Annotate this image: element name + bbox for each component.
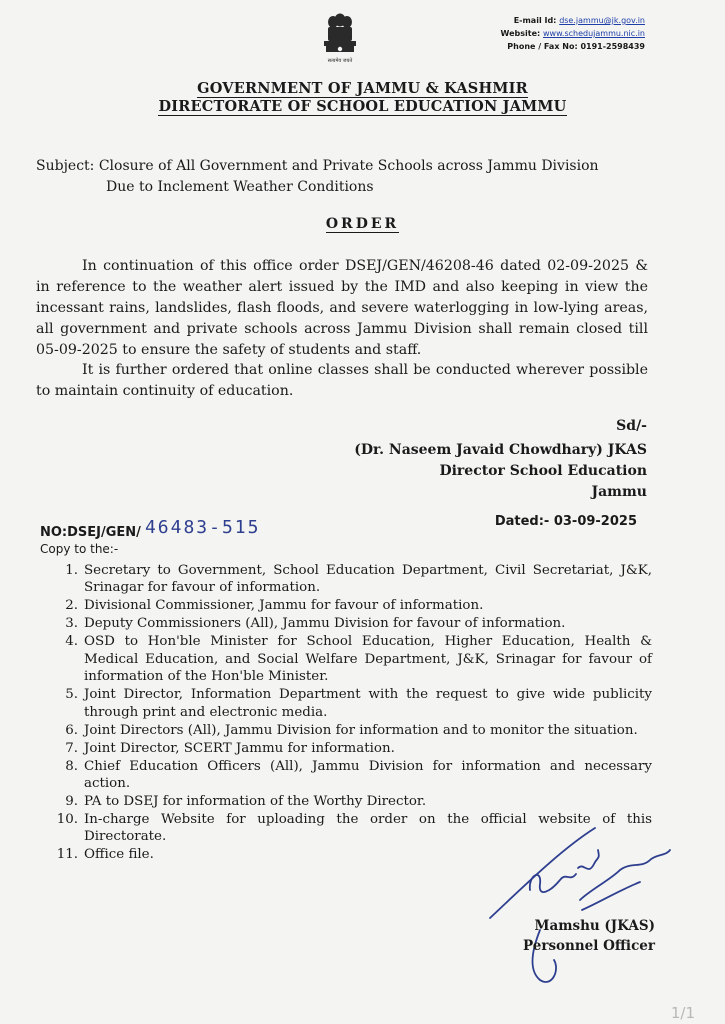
director-place: Jammu <box>591 484 647 500</box>
subject-line <box>36 156 656 198</box>
copy-list-text: Joint Director, Information Department with the request to give wide publicity through print and electronic media. <box>84 687 652 720</box>
handwritten-signature <box>470 820 700 990</box>
copy-list-item <box>48 597 652 614</box>
copy-list-text: In-charge Website for uploading the order on the official website of this Directorate. <box>84 812 652 845</box>
director-signature-block <box>354 440 647 503</box>
order-number: NO:DSEJ/GEN/ 46483-515 <box>40 517 261 540</box>
copy-list-item <box>48 793 652 810</box>
copy-list-number: 11. <box>56 847 78 863</box>
sd-mark: Sd/- <box>616 418 647 434</box>
copy-list-item <box>48 633 652 685</box>
national-emblem-icon <box>318 12 362 64</box>
copy-list-number: 10. <box>56 812 78 828</box>
copy-list-number: 8. <box>65 758 78 774</box>
copy-to-label: Copy to the:- <box>40 542 119 556</box>
directorate-heading: DIRECTORATE OF SCHOOL EDUCATION JAMMU <box>158 98 567 115</box>
director-name: (Dr. Naseem Javaid Chowdhary) JKAS <box>354 442 647 458</box>
copy-list-item <box>48 615 652 632</box>
copy-list-number: 3. <box>65 616 78 632</box>
email-link[interactable]: dse.jammu@jk.gov.in <box>559 16 645 25</box>
copy-list-item <box>48 758 652 793</box>
contact-info <box>501 14 645 53</box>
copy-list-number: 1. <box>65 563 78 578</box>
copy-list-text: Deputy Commissioners (All), Jammu Division for favour of information. <box>84 616 566 632</box>
order-paragraph-1: In continuation of this office order DSEJ/GEN/46208-46 dated 02-09-2025 & in reference to the weather alert issued by the IMD and also keeping in view the incessant rains, landslides, flash floods, and severe waterlogging in low-lying areas, all government and private schools across Jammu Division shall remain closed till 05-09-2025 to ensure the safety of students and staff. <box>36 258 648 358</box>
copy-list-number: 6. <box>65 722 78 738</box>
copy-list-item <box>48 722 652 739</box>
officer-designation: Personnel Officer <box>522 938 655 954</box>
copy-list-text: Chief Education Officers (All), Jammu Division for information and necessary action. <box>84 758 652 792</box>
handwritten-number: 46483-515 <box>144 517 261 538</box>
copy-list-text: Divisional Commissioner, Jammu for favour of information. <box>84 598 484 614</box>
copy-list-number: 4. <box>65 634 78 650</box>
website-link[interactable]: www.schedujammu.nic.in <box>543 29 645 38</box>
copy-list-text: OSD to Hon'ble Minister for School Education, Higher Education, Health & Medical Education, and Social Welfare Department, J&K, Srinagar for favour of information of the Hon'ble Minister. <box>84 634 652 685</box>
email-line: E-mail Id: dse.jammu@jk.gov.in <box>513 16 645 25</box>
copy-list-item <box>48 562 652 597</box>
copy-list-text: Joint Directors (All), Jammu Division for information and to monitor the situation. <box>84 722 638 738</box>
copy-list-text: PA to DSEJ for information of the Worthy Director. <box>84 794 427 810</box>
copy-list-number: 5. <box>65 687 78 703</box>
copy-list-text: Joint Director, SCERT Jammu for information. <box>84 740 395 756</box>
officer-signature-block <box>523 916 655 956</box>
copy-list-number: 2. <box>65 598 78 614</box>
government-heading: GOVERNMENT OF JAMMU & KASHMIR <box>197 80 528 97</box>
copy-list-number: 9. <box>65 794 78 810</box>
copy-list-text: Office file. <box>84 847 154 863</box>
page-indicator: 1/1 <box>670 1004 695 1022</box>
website-line: Website: www.schedujammu.nic.in <box>500 29 645 38</box>
order-date: Dated:- 03-09-2025 <box>494 514 637 529</box>
phone-line: Phone / Fax No: 0191-2598439 <box>507 42 645 51</box>
order-paragraph-2: It is further ordered that online classes shall be conducted wherever possible to maintain continuity of education. <box>36 362 648 399</box>
copy-list-item <box>48 740 652 757</box>
subject-line-2: Due to Inclement Weather Conditions <box>106 179 374 195</box>
copy-list-text: Secretary to Government, School Education Department, Civil Secretariat, J&K, Srinagar for favour of information. <box>84 563 652 596</box>
director-designation: Director School Education <box>439 463 647 479</box>
emblem-motto: सत्यमेव जयते <box>327 58 353 64</box>
copy-list-item <box>48 686 652 721</box>
officer-name: Mamshu (JKAS) <box>534 918 655 934</box>
copy-list-number: 7. <box>65 740 78 756</box>
subject-line-1: Subject: Closure of All Government and Private Schools across Jammu Division <box>36 158 599 174</box>
order-title: ORDER <box>325 216 400 232</box>
